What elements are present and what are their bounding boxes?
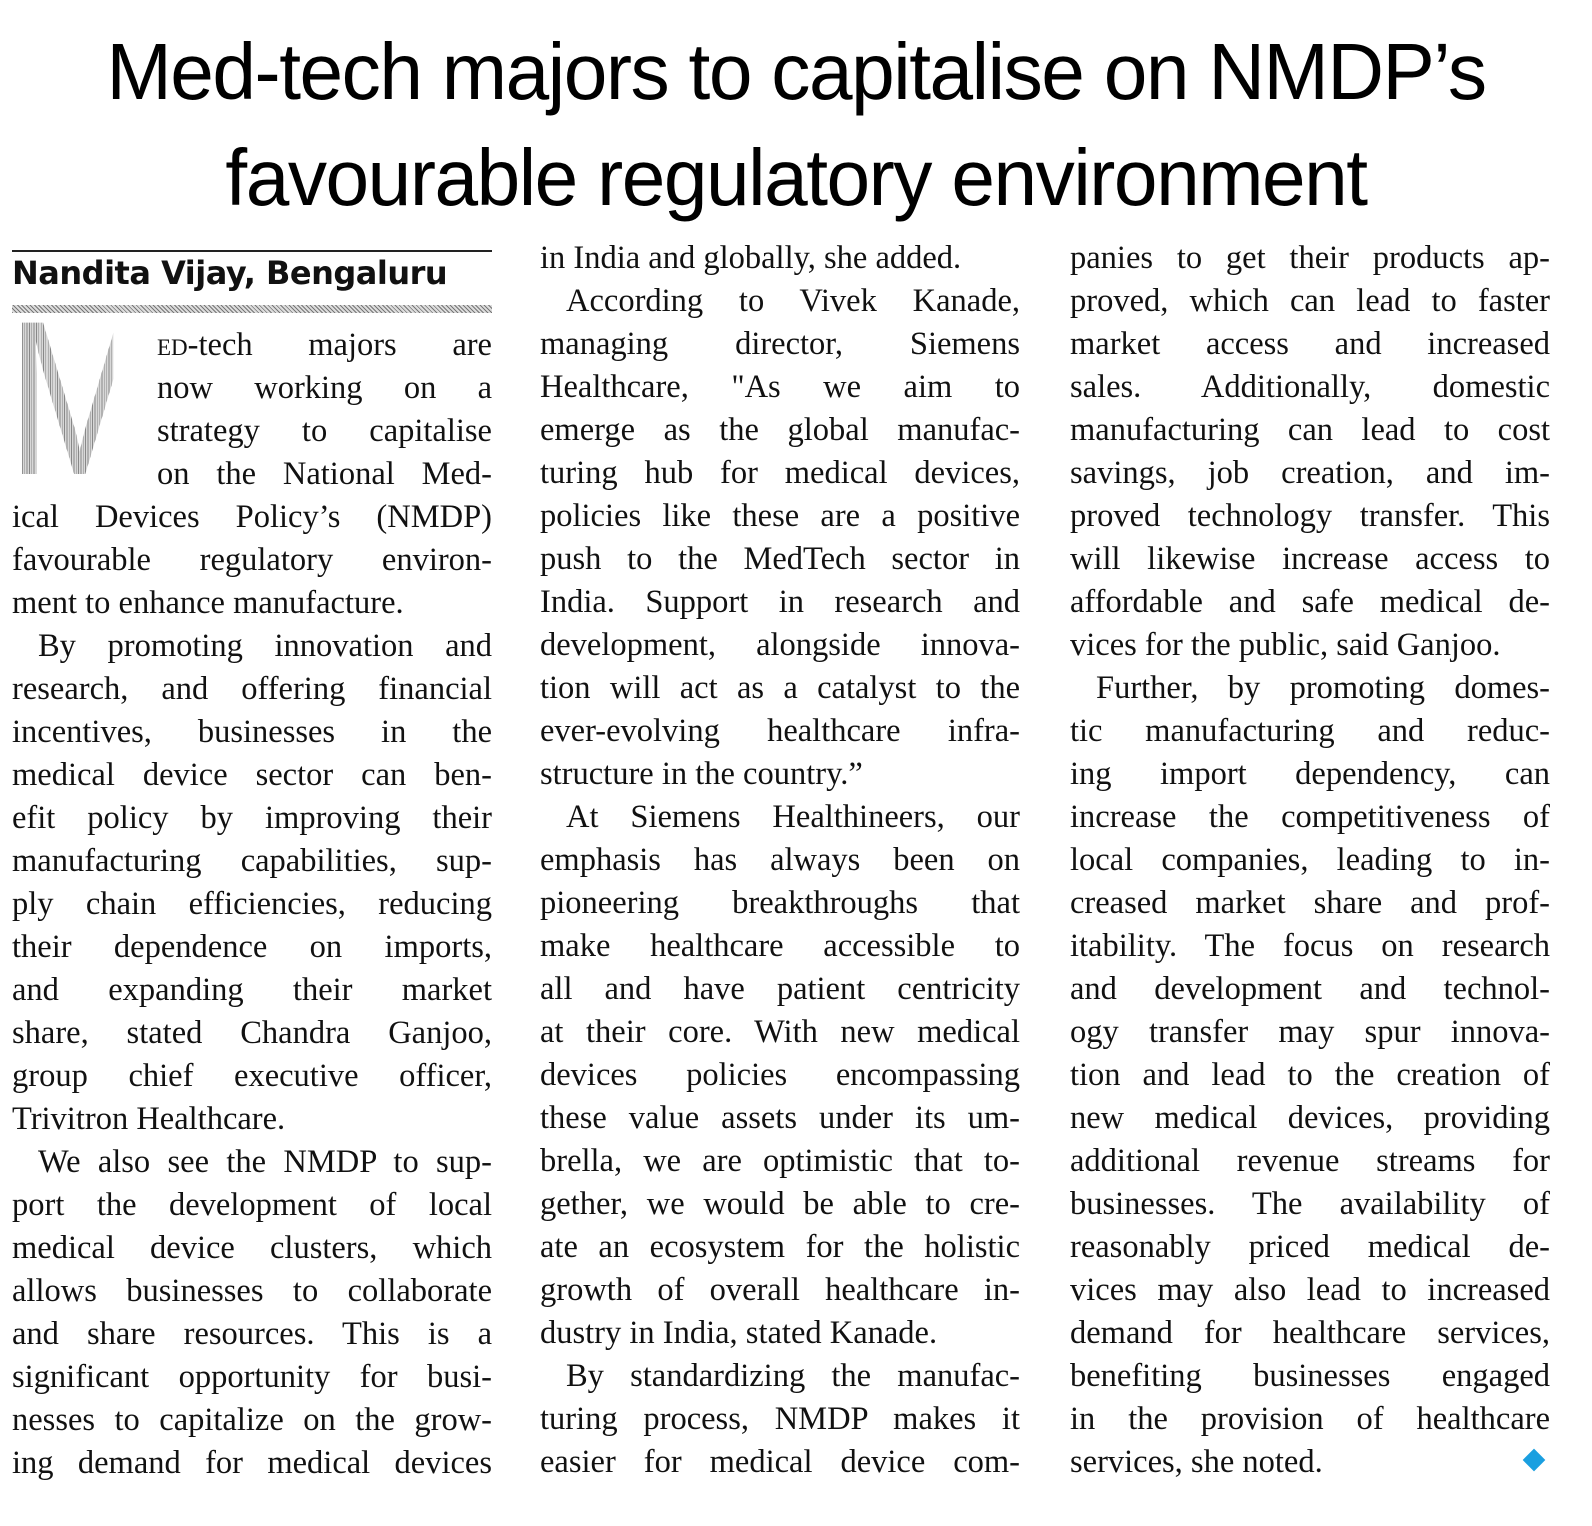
text-line-content: manufacturing capabilities, sup- [12, 843, 492, 879]
text-line-content: India. Support in research and [540, 584, 1020, 620]
text-line [540, 1226, 1020, 1269]
text-line [1070, 1011, 1550, 1054]
text-line-content: ply chain efficiencies, reducing [12, 886, 492, 922]
text-line-content: vices may also lead to increased [1070, 1272, 1550, 1308]
text-line-content: turing process, NMDP makes it [540, 1401, 1020, 1437]
text-line [12, 711, 492, 754]
text-line-content: on the National Med- [157, 456, 492, 492]
text-line [12, 1184, 492, 1227]
text-line [540, 968, 1020, 1011]
text-line [540, 409, 1020, 452]
text-line-content: make healthcare accessible to [540, 928, 1020, 964]
text-line [12, 582, 492, 625]
text-line-content: benefiting businesses engaged [1070, 1358, 1550, 1394]
text-line [1070, 753, 1550, 796]
text-line-content: proved, which can lead to faster [1070, 283, 1550, 319]
text-line [540, 366, 1020, 409]
text-line [1070, 538, 1550, 581]
text-line [540, 624, 1020, 667]
text-line [1070, 667, 1550, 710]
text-line-content: Trivitron Healthcare. [12, 1101, 286, 1137]
text-line [1070, 409, 1550, 452]
text-line [540, 882, 1020, 925]
text-line-content: nesses to capitalize on the grow- [12, 1402, 492, 1438]
text-line-content: itability. The focus on research [1070, 928, 1550, 964]
text-line [1070, 1441, 1550, 1484]
text-line [1070, 796, 1550, 839]
text-line [1070, 495, 1550, 538]
text-line [1070, 280, 1550, 323]
text-line-content: policies like these are a positive [540, 498, 1020, 534]
text-line [540, 1312, 1020, 1355]
text-line [12, 668, 492, 711]
text-line [1070, 882, 1550, 925]
text-line [157, 453, 492, 496]
text-line-content: all and have patient centricity [540, 971, 1020, 1007]
text-line-content: demand for healthcare services, [1070, 1315, 1550, 1351]
text-line [12, 496, 492, 539]
text-line-content: ate an ecosystem for the holistic [540, 1229, 1020, 1265]
text-line-content: and share resources. This is a [12, 1316, 492, 1352]
text-line-content: strategy to capitalise [157, 413, 492, 449]
text-line [12, 1227, 492, 1270]
text-line [1070, 452, 1550, 495]
text-line-content: tion will act as a catalyst to the [540, 670, 1020, 706]
text-line-content: proved technology transfer. This [1070, 498, 1550, 534]
text-line-content: and development and technol- [1070, 971, 1550, 1007]
text-line [12, 969, 492, 1012]
text-line-content: structure in the country.” [540, 756, 863, 792]
text-line-content: additional revenue streams for [1070, 1143, 1550, 1179]
text-line [1070, 1226, 1550, 1269]
text-line [157, 410, 492, 453]
byline: Nandita Vijay, Bengaluru [12, 254, 448, 292]
text-line [540, 1441, 1020, 1484]
text-line [540, 796, 1020, 839]
text-line-content: turing hub for medical devices, [540, 455, 1020, 491]
text-line [1070, 1312, 1550, 1355]
text-line [12, 625, 492, 668]
text-line-content: and expanding their market [12, 972, 492, 1008]
text-line [1070, 968, 1550, 1011]
text-line-content: tic manufacturing and reduc- [1070, 713, 1550, 749]
text-line-content: brella, we are optimistic that to- [540, 1143, 1020, 1179]
text-line [1070, 1183, 1550, 1226]
text-line [540, 925, 1020, 968]
text-line-content: push to the MedTech sector in [540, 541, 1020, 577]
text-line-content: vices for the public, said Ganjoo. [1070, 627, 1501, 663]
text-line [12, 1442, 492, 1485]
text-line [540, 1097, 1020, 1140]
text-line [540, 280, 1020, 323]
text-line-content: Healthcare, "As we aim to [540, 369, 1020, 405]
text-line [540, 1269, 1020, 1312]
text-line [540, 538, 1020, 581]
text-line-content: increase the competitiveness of [1070, 799, 1550, 835]
text-line-content: sales. Additionally, domestic [1070, 369, 1550, 405]
text-line [540, 1054, 1020, 1097]
text-line-content: ing demand for medical devices [12, 1445, 492, 1481]
drop-cap: M [8, 275, 151, 521]
text-line [1070, 839, 1550, 882]
text-line-content: devices policies encompassing [540, 1057, 1020, 1093]
text-line-content: managing director, Siemens [540, 326, 1020, 362]
text-line-content: medical device clusters, which [12, 1230, 492, 1266]
text-line [1070, 925, 1550, 968]
text-line-content: allows businesses to collaborate [12, 1273, 492, 1309]
text-line [12, 1356, 492, 1399]
text-line [12, 1141, 492, 1184]
text-line-content: port the development of local [12, 1187, 492, 1223]
text-line-content: local companies, leading to in- [1070, 842, 1550, 878]
text-line [1070, 624, 1550, 667]
small-caps-lead: ed [157, 327, 188, 363]
text-line [1070, 366, 1550, 409]
text-line-content: growth of overall healthcare in- [540, 1272, 1020, 1308]
text-line-content: development, alongside innova- [540, 627, 1020, 663]
text-line-content: emerge as the global manufac- [540, 412, 1020, 448]
text-line [1070, 323, 1550, 366]
text-line-content: affordable and safe medical de- [1070, 584, 1550, 620]
text-line-content: easier for medical device com- [540, 1444, 1020, 1480]
text-line-content: savings, job creation, and im- [1070, 455, 1550, 491]
text-line-content: By promoting innovation and [38, 628, 492, 664]
text-line-content: their dependence on imports, [12, 929, 492, 965]
text-line-content: incentives, businesses in the [12, 714, 492, 750]
text-line [12, 1098, 492, 1141]
text-line [1070, 1054, 1550, 1097]
text-line-content: gether, we would be able to cre- [540, 1186, 1020, 1222]
text-line-content: panies to get their products ap- [1070, 240, 1550, 276]
text-line [12, 754, 492, 797]
text-line [540, 323, 1020, 366]
text-line [540, 237, 1020, 280]
text-line [12, 1055, 492, 1098]
text-line [1070, 581, 1550, 624]
text-line [1070, 1140, 1550, 1183]
text-line [12, 1399, 492, 1442]
text-line [12, 840, 492, 883]
text-line-content: tion and lead to the creation of [1070, 1057, 1550, 1093]
text-line [157, 324, 492, 367]
text-line [12, 1270, 492, 1313]
text-line [540, 710, 1020, 753]
text-line [540, 753, 1020, 796]
text-line-content: Further, by promoting domes- [1096, 670, 1550, 706]
text-line-content: in the provision of healthcare [1070, 1401, 1550, 1437]
text-line [1070, 237, 1550, 280]
text-line [12, 883, 492, 926]
text-line-content: According to Vivek Kanade, [566, 283, 1020, 319]
text-line [12, 797, 492, 840]
text-line-content: emphasis has always been on [540, 842, 1020, 878]
text-line [12, 539, 492, 582]
text-line [540, 452, 1020, 495]
text-line [540, 667, 1020, 710]
text-line-content: manufacturing can lead to cost [1070, 412, 1550, 448]
text-line-content: group chief executive officer, [12, 1058, 492, 1094]
text-line [12, 1012, 492, 1055]
text-line-content: businesses. The availability of [1070, 1186, 1550, 1222]
text-line-content: favourable regulatory environ- [12, 542, 492, 578]
text-line [540, 839, 1020, 882]
text-line-content: At Siemens Healthineers, our [566, 799, 1020, 835]
text-line-content: ment to enhance manufacture. [12, 585, 404, 621]
text-line [1070, 1398, 1550, 1441]
text-line-content: research, and offering financial [12, 671, 492, 707]
text-line-content: medical device sector can ben- [12, 757, 492, 793]
text-line-content: services, she noted. [1070, 1444, 1323, 1480]
text-line [1070, 1097, 1550, 1140]
text-line [540, 1183, 1020, 1226]
text-line-content: these value assets under its um- [540, 1100, 1020, 1136]
text-line-content: significant opportunity for busi- [12, 1359, 492, 1395]
headline-line-1: Med-tech majors to capitalise on NMDP’s [106, 27, 1486, 116]
text-line-content: ever-evolving healthcare infra- [540, 713, 1020, 749]
text-line [540, 1355, 1020, 1398]
text-line [1070, 710, 1550, 753]
headline-line-2: favourable regulatory environment [225, 133, 1367, 222]
text-line-content: will likewise increase access to [1070, 541, 1550, 577]
text-line [540, 1140, 1020, 1183]
text-line [12, 926, 492, 969]
text-line-content: By standardizing the manufac- [566, 1358, 1020, 1394]
text-line-content: new medical devices, providing [1070, 1100, 1550, 1136]
text-line-content: dustry in India, stated Kanade. [540, 1315, 938, 1351]
text-line-content: ing import dependency, can [1070, 756, 1550, 792]
text-line [1070, 1269, 1550, 1312]
text-line-content: -tech majors are [187, 327, 492, 363]
text-line-content: market access and increased [1070, 326, 1550, 362]
text-line [157, 367, 492, 410]
text-line-content: efit policy by improving their [12, 800, 492, 836]
text-line [540, 581, 1020, 624]
text-line-content: in India and globally, she added. [540, 240, 962, 276]
text-line-content: share, stated Chandra Ganjoo, [12, 1015, 492, 1051]
text-line [540, 1398, 1020, 1441]
text-line-content: at their core. With new medical [540, 1014, 1020, 1050]
text-line-content: pioneering breakthroughs that [540, 885, 1020, 921]
text-line [12, 1313, 492, 1356]
text-line [540, 495, 1020, 538]
byline-top-rule [12, 250, 492, 252]
text-line-content: We also see the NMDP to sup- [38, 1144, 492, 1180]
text-line-content: now working on a [157, 370, 492, 406]
text-line-content: ogy transfer may spur innova- [1070, 1014, 1550, 1050]
text-line-content: ical Devices Policy’s (NMDP) [12, 499, 492, 535]
text-line-content: reasonably priced medical de- [1070, 1229, 1550, 1265]
text-line [540, 1011, 1020, 1054]
text-line [1070, 1355, 1550, 1398]
text-line-content: creased market share and prof- [1070, 885, 1550, 921]
